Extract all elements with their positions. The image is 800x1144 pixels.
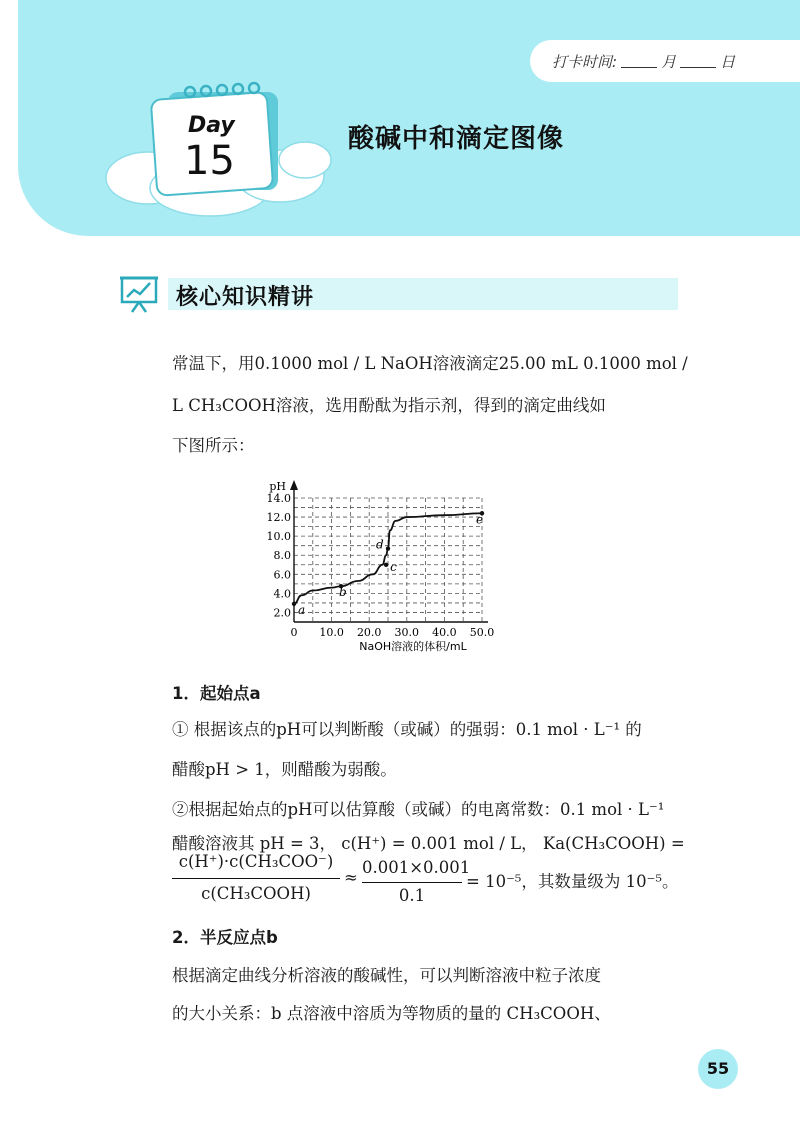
x-tick-label: 40.0 <box>432 626 457 639</box>
day-word: Day <box>188 113 235 138</box>
x-tick-label: 0 <box>290 626 298 639</box>
frac1-denominator: c(CH₃COOH) <box>201 884 311 903</box>
frac2-numerator: 0.001×0.001 <box>362 858 471 877</box>
y-tick-label: 8.0 <box>273 549 291 563</box>
point-label-b: b <box>339 585 347 600</box>
x-tick-label: 20.0 <box>356 626 382 639</box>
point-a <box>292 602 296 606</box>
x-tick-label: 50.0 <box>469 626 495 639</box>
intro-line-2: L CH₃COOH溶液，选用酚酞为指示剂，得到的滴定曲线如 <box>172 396 606 415</box>
y-tick-label: 14.0 <box>266 492 291 505</box>
y-tick-label: 6.0 <box>273 568 291 582</box>
s1-heading: 1．起始点a <box>172 684 261 703</box>
s2-heading: 2．半反应点b <box>172 928 278 947</box>
checkin-box <box>530 40 800 82</box>
s2-line-2: 的大小关系：b 点溶液中溶质为等物质的量的 CH₃COOH、 <box>172 1004 611 1023</box>
month-blank <box>621 55 657 68</box>
x-axis-label: NaOH溶液的体积/mL <box>359 640 467 653</box>
s2-line-1: 根据滴定曲线分析溶液的酸碱性，可以判断溶液中粒子浓度 <box>172 966 601 985</box>
point-label-a: a <box>298 602 306 617</box>
s1-line-3: ②根据起始点的pH可以估算酸（或碱）的电离常数：0.1 mol · L⁻¹ <box>172 800 665 819</box>
s1-line-1: ① 根据该点的pH可以判断酸（或碱）的强弱：0.1 mol · L⁻¹ 的 <box>172 720 642 739</box>
x-tick-label: 30.0 <box>394 626 420 639</box>
frac2-denominator: 0.1 <box>398 886 426 905</box>
point-c <box>384 563 388 567</box>
approx-sign: ≈ <box>344 868 358 887</box>
s1-line-2: 醋酸pH > 1，则醋酸为弱酸。 <box>172 760 397 779</box>
s1-line-4: 醋酸溶液其 pH = 3， c(H⁺) = 0.001 mol / L， Ka(CH₃COOH) = <box>172 834 685 853</box>
frac2-bar <box>362 882 462 883</box>
page-number: 55 <box>698 1049 738 1089</box>
y-tick-label: 10.0 <box>266 530 291 544</box>
titration-curve-chart <box>262 474 552 664</box>
y-tick-label: 2.0 <box>273 606 291 620</box>
frac1-bar <box>172 878 340 879</box>
ka-result: = 10⁻⁵，其数量级为 10⁻⁵。 <box>466 872 679 891</box>
day-number: 15 <box>184 138 235 184</box>
point-label-d: d <box>376 537 384 552</box>
presentation-chart-icon <box>118 272 162 316</box>
frac1-numerator: c(H⁺)·c(CH₃COO⁻) <box>178 852 334 871</box>
point-label-c: c <box>390 559 397 574</box>
month-label: 月 <box>661 52 677 71</box>
page-title: 酸碱中和滴定图像 <box>348 124 565 154</box>
day-label: 日 <box>720 52 736 71</box>
intro-line-3: 下图所示： <box>172 436 255 455</box>
intro-line-1: 常温下，用0.1000 mol / L NaOH溶液滴定25.00 mL 0.1000 mol / <box>172 354 688 373</box>
point-label-e: e <box>476 512 484 527</box>
x-tick-label: 10.0 <box>319 626 344 639</box>
day-blank <box>680 55 716 68</box>
day-calendar-badge <box>100 70 340 220</box>
y-tick-label: 12.0 <box>266 511 291 525</box>
checkin-label: 打卡时间: <box>552 52 618 71</box>
ka-formula <box>172 852 712 912</box>
y-axis-arrow <box>290 480 298 490</box>
y-axis-label: pH <box>269 480 286 493</box>
section-title: 核心知识精讲 <box>176 285 315 310</box>
point-d <box>386 546 390 550</box>
y-tick-label: 4.0 <box>273 587 291 601</box>
